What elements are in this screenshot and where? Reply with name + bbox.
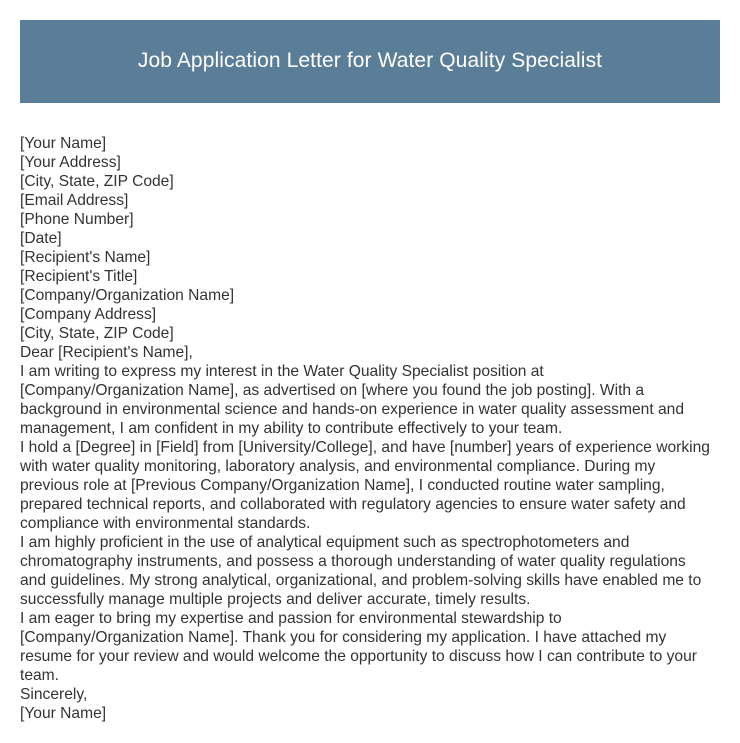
paragraph-line: I hold a [Degree] in [Field] from [University/College], and have [number] years of experience working — [20, 439, 710, 456]
paragraph-line: I am eager to bring my expertise and passion for environmental stewardship to — [20, 610, 562, 627]
paragraph-line: team. — [20, 667, 59, 684]
letter-body — [20, 134, 720, 723]
paragraph-line: previous role at [Previous Company/Organization Name], I conducted routine water sampling, — [20, 477, 665, 494]
title-banner — [20, 20, 720, 103]
closing: Sincerely, — [20, 686, 88, 703]
paragraph-line: I am highly proficient in the use of analytical equipment such as spectrophotometers and — [20, 534, 630, 551]
signature: [Your Name] — [20, 705, 107, 722]
paragraph-line: resume for your review and would welcome the opportunity to discuss how I can contribute to your — [20, 648, 697, 665]
sender-email: [Email Address] — [20, 192, 129, 209]
paragraph-closing — [20, 609, 720, 685]
letter-date: [Date] — [20, 230, 62, 247]
recipient-title: [Recipient's Title] — [20, 268, 138, 285]
paragraph-line: and guidelines. My strong analytical, organizational, and problem-solving skills have enabled me to — [20, 572, 702, 589]
sender-name: [Your Name] — [20, 135, 107, 152]
paragraph-line: management, I am confident in my ability to contribute effectively to your team. — [20, 420, 563, 437]
recipient-name: [Recipient's Name] — [20, 249, 151, 266]
recipient-city-state-zip: [City, State, ZIP Code] — [20, 325, 174, 342]
recipient-address: [Company Address] — [20, 306, 157, 323]
sender-block — [20, 134, 720, 248]
paragraph-skills — [20, 533, 720, 609]
page-title: Job Application Letter for Water Quality Specialist — [137, 48, 603, 72]
salutation: Dear [Recipient's Name], — [20, 344, 193, 361]
sender-address: [Your Address] — [20, 154, 121, 171]
paragraph-line: I am writing to express my interest in the Water Quality Specialist position at — [20, 363, 544, 380]
paragraph-line: [Company/Organization Name], as advertised on [where you found the job posting]. With a — [20, 382, 645, 399]
paragraph-intro — [20, 362, 720, 438]
paragraph-line: compliance with environmental standards. — [20, 515, 311, 532]
recipient-block — [20, 248, 720, 343]
paragraph-line: [Company/Organization Name]. Thank you for considering my application. I have attached my — [20, 629, 667, 646]
paragraph-experience — [20, 438, 720, 533]
sender-city-state-zip: [City, State, ZIP Code] — [20, 173, 174, 190]
sender-phone: [Phone Number] — [20, 211, 134, 228]
paragraph-line: chromatography instruments, and possess a thorough understanding of water quality regulations — [20, 553, 686, 570]
recipient-company: [Company/Organization Name] — [20, 287, 235, 304]
paragraph-line: background in environmental science and hands-on experience in water quality assessment and — [20, 401, 684, 418]
paragraph-line: successfully manage multiple projects and deliver accurate, timely results. — [20, 591, 531, 608]
paragraph-line: with water quality monitoring, laboratory analysis, and environmental compliance. During my — [20, 458, 656, 475]
paragraph-line: prepared technical reports, and collaborated with regulatory agencies to ensure water safety and — [20, 496, 686, 513]
